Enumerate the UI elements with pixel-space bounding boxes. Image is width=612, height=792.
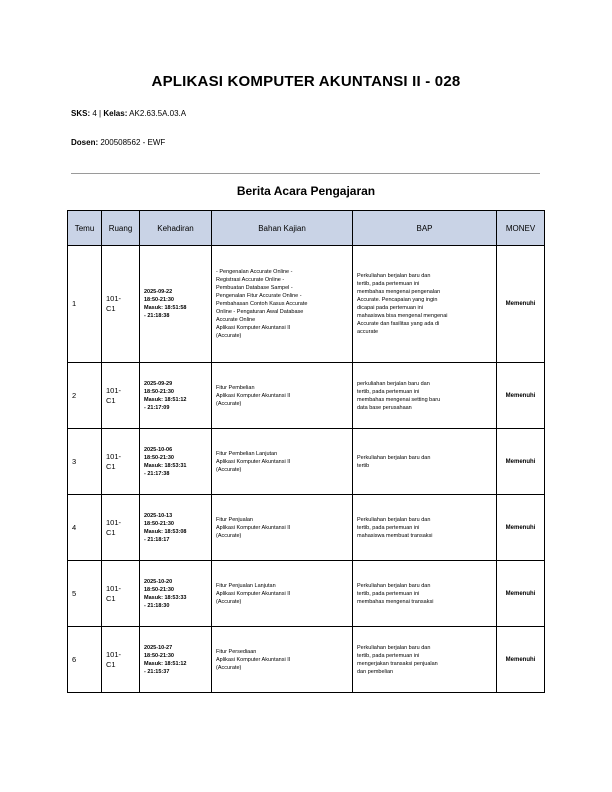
sks-value: 4 [92,109,97,118]
dosen-label: Dosen: [71,138,99,147]
cell-bap: perkuliahan berjalan baru dan tertib, pada pertemuan ini membahas mengenai setting baru data base perusahaan [353,363,497,429]
cell-bahan-kajian: Fitur Penjualan Aplikasi Komputer Akuntansi II (Accurate) [212,495,353,561]
cell-temu: 2 [68,363,102,429]
table-row [68,429,545,495]
cell-bap: Perkuliahan berjalan baru dan tertib, pada pertemuan ini mengerjakan transaksi penjualan dan pembelian [353,627,497,693]
header-temu: Temu [68,211,102,246]
cell-monev: Memenuhi [497,495,545,561]
cell-kehadiran: 2025-09-22 18:50-21:30 Masuk: 18:51:58 - 21:18:38 [140,246,212,363]
table-row [68,495,545,561]
table-row [68,246,545,363]
cell-bahan-kajian: - Pengenalan Accurate Online - Registrasi Accurate Online - Pembuatan Database Sampel - Pengenalan Fitur Accurate Online - Pembahasan Contoh Kasus Accurate Online - Pengaturan Awal Database Accurate Online Aplikasi Komputer Akuntansi II (Accurate) [212,246,353,363]
berita-acara-table [67,210,545,693]
cell-ruang: 101- C1 [102,627,140,693]
cell-monev: Memenuhi [497,246,545,363]
dosen-line [71,138,165,147]
cell-kehadiran: 2025-10-13 18:50-21:30 Masuk: 18:53:08 - 21:18:17 [140,495,212,561]
cell-temu: 1 [68,246,102,363]
cell-kehadiran: 2025-10-06 18:50-21:30 Masuk: 18:53:31 - 21:17:38 [140,429,212,495]
kelas-label: Kelas: [103,109,128,118]
dosen-value: 200508562 - EWF [100,138,166,147]
sks-label: SKS: [71,109,91,118]
cell-monev: Memenuhi [497,363,545,429]
cell-ruang: 101- C1 [102,429,140,495]
meta-separator: | [99,109,102,118]
cell-bap: Perkuliahan berjalan baru dan tertib, pada pertemuan ini mahasiswa membuat transaksi [353,495,497,561]
cell-temu: 3 [68,429,102,495]
table-row [68,363,545,429]
cell-monev: Memenuhi [497,627,545,693]
page-title: APLIKASI KOMPUTER AKUNTANSI II - 028 [151,73,461,90]
cell-temu: 4 [68,495,102,561]
cell-monev: Memenuhi [497,429,545,495]
cell-temu: 5 [68,561,102,627]
kelas-value: AK2.63.5A.03.A [129,109,187,118]
header-ruang: Ruang [102,211,140,246]
cell-bap: Perkuliahan berjalan baru dan tertib [353,429,497,495]
table-header-row [68,211,545,246]
header-kehadiran: Kehadiran [140,211,212,246]
section-title: Berita Acara Pengajaran [236,184,376,198]
cell-monev: Memenuhi [497,561,545,627]
cell-bahan-kajian: Fitur Persediaan Aplikasi Komputer Akuntansi II (Accurate) [212,627,353,693]
course-meta-line [71,109,186,118]
cell-temu: 6 [68,627,102,693]
cell-kehadiran: 2025-09-29 18:50-21:30 Masuk: 18:51:12 - 21:17:09 [140,363,212,429]
cell-bap: Perkuliahan berjalan baru dan tertib, pada pertemuan ini membahas mengenai pengenalan Accurate. Pencapaian yang ingin dicapai pada pertemuan ini mahasiswa bisa mengenal mengenai Accurate dan fasilitas yang ada di accurate [353,246,497,363]
cell-bahan-kajian: Fitur Penjualan Lanjutan Aplikasi Komputer Akuntansi II (Accurate) [212,561,353,627]
cell-bahan-kajian: Fitur Pembelian Lanjutan Aplikasi Komputer Akuntansi II (Accurate) [212,429,353,495]
cell-ruang: 101- C1 [102,363,140,429]
header-bahan-kajian: Bahan Kajian [212,211,353,246]
header-bap: BAP [353,211,497,246]
table-row [68,627,545,693]
divider [71,173,540,174]
header-monev: MONEV [497,211,545,246]
cell-kehadiran: 2025-10-20 18:50-21:30 Masuk: 18:53:33 - 21:18:30 [140,561,212,627]
cell-ruang: 101- C1 [102,495,140,561]
table-row [68,561,545,627]
cell-kehadiran: 2025-10-27 18:50-21:30 Masuk: 18:51:12 - 21:15:37 [140,627,212,693]
cell-ruang: 101- C1 [102,246,140,363]
cell-bahan-kajian: Fitur Pembelian Aplikasi Komputer Akuntansi II (Accurate) [212,363,353,429]
cell-ruang: 101- C1 [102,561,140,627]
cell-bap: Perkuliahan berjalan baru dan tertib, pada pertemuan ini membahas mengenai transaksi [353,561,497,627]
